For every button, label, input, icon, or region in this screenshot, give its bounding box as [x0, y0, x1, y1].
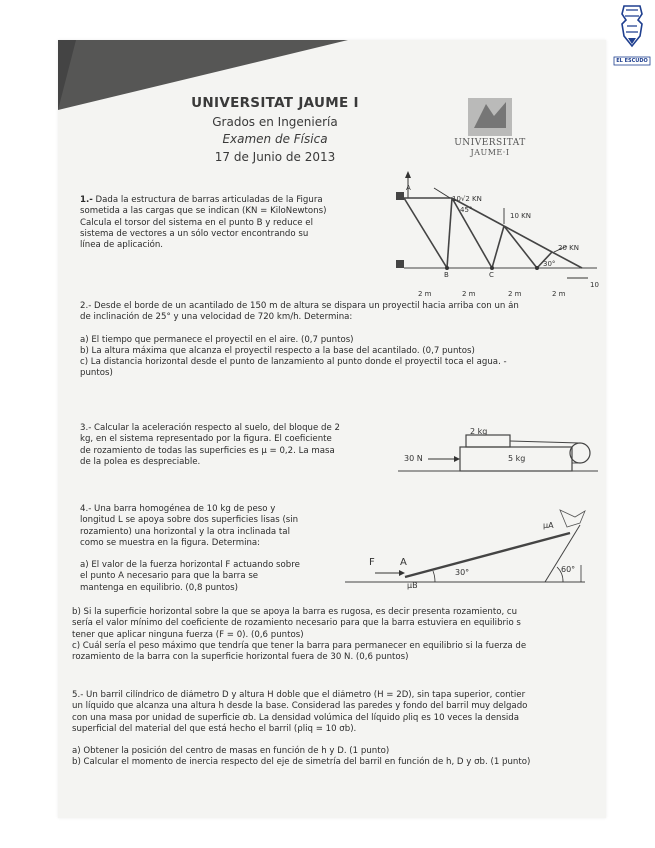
- q1-line-1: 1.- Dada la estructura de barras articuladas de la Figura: [80, 195, 323, 205]
- q2-line-1: 2.- Desde el borde de un acantilado de 150 m de altura se dispara un proyectil hacia arriba con un án: [80, 301, 519, 311]
- q1-span-1: 2 m: [418, 290, 432, 298]
- q4-line-1: 4.- Una barra homogénea de 10 kg de peso y: [80, 504, 276, 514]
- q1-span-2: 2 m: [462, 290, 476, 298]
- logo-line-1: UNIVERSITAT: [454, 138, 526, 148]
- q1-line-4: sistema de vectores a un sólo vector encontrando su: [80, 228, 309, 239]
- q4-item-a-1: a) El valor de la fuerza horizontal F actuando sobre: [80, 560, 300, 571]
- q5-line-2: un líquido que alcanza una altura h desde la base. Considerad las paredes y fondo del barril muy delgado: [72, 701, 528, 712]
- question-5: [72, 690, 600, 769]
- q1-angle-3: 30°: [543, 260, 556, 268]
- q4-mu-b: μB: [407, 581, 418, 590]
- q1-point-a: A: [406, 184, 411, 192]
- q3-line-1: 3.- Calcular la aceleración respecto al suelo, del bloque de 2: [80, 423, 340, 433]
- q4-angle-incline: 60°: [561, 565, 576, 574]
- q5-line-1: 5.- Un barril cilíndrico de diámetro D y altura H doble que el diámetro (H = 2D), sin tapa superior, contier: [72, 690, 526, 700]
- q3-top-mass: 2 kg: [470, 427, 488, 436]
- q1-angle-1: 45°: [460, 206, 473, 214]
- q4-line-4: como se muestra en la figura. Determina:: [80, 537, 261, 548]
- exam-date: 17 de Junio de 2013: [214, 150, 336, 164]
- q4-angle-bar: 30°: [455, 568, 470, 577]
- question-1: [80, 195, 385, 251]
- q5-item-b: b) Calcular el momento de inercia respecto del eje de simetría del barril en función de h, D y σb. (1 punto): [72, 757, 531, 768]
- blocks-diagram: [398, 423, 598, 478]
- q5-item-a: a) Obtener la posición del centro de masas en función de h y D. (1 punto): [72, 746, 390, 757]
- logo-line-2: JAUME·I: [470, 148, 510, 157]
- university-logo: [468, 98, 512, 136]
- q3-line-3: de rozamiento de todas las superficies es μ = 0,2. La masa: [80, 445, 335, 456]
- q1-span-3: 2 m: [508, 290, 522, 298]
- q2-line-2: de inclinación de 25° y una velocidad de 720 km/h. Determina:: [80, 312, 353, 323]
- q3-line-2: kg, en el sistema representado por la figura. El coeficiente: [80, 434, 332, 445]
- q4-mu-a: μA: [543, 521, 554, 530]
- truss-diagram: [392, 168, 602, 303]
- q4-item-a-2: el punto A necesario para que la barra se: [80, 571, 259, 582]
- q4-item-b-3: tener que aplicar ninguna fuerza (F = 0). (0,6 puntos): [72, 629, 304, 640]
- blocks-figure: [398, 423, 598, 478]
- q4-force-label: F: [369, 557, 375, 568]
- q4-item-b-2: sería el valor mínimo del coeficiente de rozamiento necesario para que la barra estuviera en equilibrio s: [72, 618, 521, 629]
- bar-diagram: [345, 505, 600, 595]
- q1-span-4: 2 m: [552, 290, 566, 298]
- q4-item-b-1: b) Si la superficie horizontal sobre la que se apoya la barra es rugosa, es decir presenta rozamiento, cu: [72, 607, 518, 617]
- q2-item-a: a) El tiempo que permanece el proyectil en el aire. (0,7 puntos): [80, 334, 354, 345]
- q2-item-b: b) La altura máxima que alcanza el proyectil respecto a la base del acantilado. (0,7 puntos): [80, 345, 475, 356]
- q1-number: 1.-: [80, 195, 93, 205]
- q1-load-3: 20 KN: [558, 244, 579, 252]
- scan-edge-shadow: [58, 40, 76, 110]
- q1-load-1: 10√2 KN: [452, 195, 482, 203]
- q1-load-4: 10: [590, 281, 599, 289]
- university-logo-text: [445, 138, 535, 157]
- q2-item-c-cont: puntos): [80, 368, 113, 379]
- q4-point-a: A: [400, 557, 407, 568]
- question-4: [80, 504, 365, 594]
- exam-title: Examen de Física: [222, 132, 328, 146]
- q1-line-5: línea de aplicación.: [80, 240, 164, 251]
- university-logo-icon: [468, 98, 512, 136]
- q5-line-3: con una masa por unidad de superficie σb. La densidad volúmica del líquido ρliq es 10 veces la densida: [72, 712, 520, 723]
- q1-point-b: B: [444, 271, 449, 279]
- q3-force: 30 N: [404, 454, 423, 463]
- question-2: [80, 301, 600, 380]
- q2-item-c: c) La distancia horizontal desde el punto de lanzamiento al punto donde el proyectil toca el agua. -: [80, 357, 507, 368]
- truss-figure: [392, 168, 602, 303]
- university-title: UNIVERSITAT JAUME I: [191, 95, 359, 111]
- q3-line-4: de la polea es despreciable.: [80, 456, 201, 467]
- q1-line-3: Calcula el torsor del sistema en el punto B y reduce el: [80, 217, 313, 228]
- q5-line-4: superficial del material del que está hecho el barril (ρliq = 10 σb).: [72, 723, 357, 734]
- q1-point-c: C: [489, 271, 494, 279]
- q1-line-2: sometida a las cargas que se indican (KN = KiloNewtons): [80, 206, 327, 217]
- crest-caption: EL ESCUDO: [616, 58, 648, 64]
- q1-load-2: 10 KN: [510, 212, 531, 220]
- bar-figure: [345, 505, 600, 595]
- crest-logo: [612, 2, 652, 67]
- degree-title: Grados en Ingeniería: [212, 115, 338, 129]
- q4-item-c-1: c) Cuál sería el peso máximo que tendría que tener la barra para permanecer en equilibrio si la fuerza de: [72, 640, 527, 651]
- q4-item-c-2: rozamiento de la barra con la superficie horizontal fuera de 30 N. (0,6 puntos): [72, 652, 409, 663]
- question-4-cont: [72, 607, 600, 663]
- q4-item-a-3: mantenga en equilibrio. (0,8 puntos): [80, 582, 238, 593]
- q3-bottom-mass: 5 kg: [508, 454, 526, 463]
- q4-line-2: longitud L se apoya sobre dos superficies lisas (sin: [80, 515, 299, 526]
- question-3: [80, 423, 390, 468]
- q4-line-3: rozamiento) una horizontal y la otra inclinada tal: [80, 526, 290, 537]
